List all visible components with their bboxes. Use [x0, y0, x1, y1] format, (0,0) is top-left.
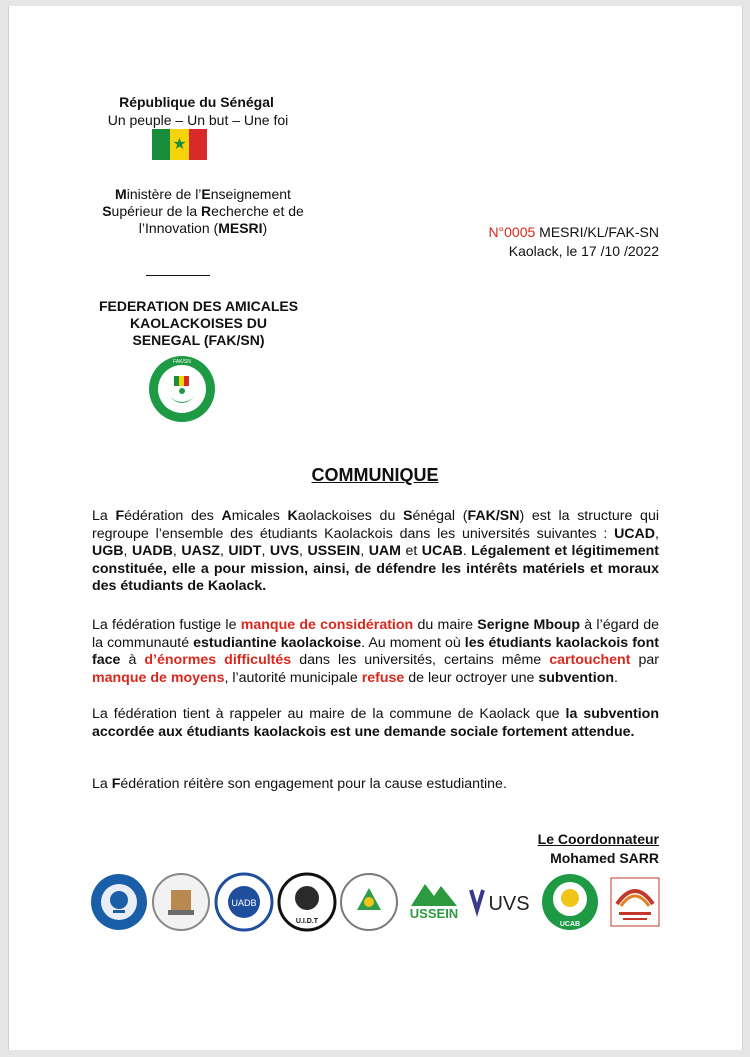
reference-block	[469, 224, 659, 260]
text-run: la subvention accordée aux étudiants kaolackois est une demande sociale fortement attendue.	[92, 706, 659, 740]
text-run: FAK/SN	[467, 508, 520, 524]
text-run: manque de moyens	[92, 669, 225, 686]
uadb-logo-label: UADB	[231, 898, 257, 908]
federation-line: KAOLACKOISES DU	[130, 315, 267, 331]
text-run: refuse	[361, 669, 405, 686]
signature-block	[459, 831, 659, 867]
signature-role: Le Coordonnateur	[537, 831, 659, 847]
text-run: USSEIN	[307, 543, 361, 560]
fak-logo-label: FAK/SN	[173, 359, 191, 365]
text-run: et	[401, 543, 422, 560]
republic-heading: République du Sénégal	[119, 94, 274, 110]
text-run: subvention	[538, 669, 615, 686]
text-run: du maire	[413, 617, 478, 633]
federation-line: FEDERATION DES AMICALES	[98, 298, 299, 314]
ministry-line	[83, 220, 323, 237]
text-run: édération des	[124, 508, 222, 524]
text-run: l’Innovation (	[138, 220, 219, 236]
text-run: UCAD	[614, 525, 656, 542]
text-run: ,	[123, 543, 132, 560]
paragraph-commitment	[92, 776, 659, 794]
paragraph-intro	[92, 508, 659, 596]
reference-number: N°0005 MESRI/KL/FAK-SN	[488, 224, 659, 240]
federation-name	[91, 298, 306, 349]
text-run: à l’égard de la communauté	[92, 617, 660, 651]
text-run: .	[462, 543, 472, 560]
text-run: dans les universités, certains même	[291, 652, 550, 669]
text-run: La	[92, 508, 116, 524]
place-date: Kaolack, le 17 /10 /2022	[508, 243, 659, 259]
text-run: S	[403, 508, 413, 524]
text-run: ,	[299, 543, 308, 560]
text-run: R	[201, 203, 212, 219]
ministry-block	[83, 186, 323, 237]
text-run: S	[102, 203, 112, 219]
text-run: manque de considération	[240, 617, 414, 633]
fak-logo-icon	[147, 354, 217, 424]
signature-name: Mohamed SARR	[550, 850, 659, 866]
uasz-logo-icon	[339, 872, 399, 932]
text-run: UVS	[269, 543, 300, 560]
text-run: E	[201, 186, 211, 202]
text-run: nseignement	[210, 186, 291, 202]
ucab-logo-label: UCAB	[559, 921, 581, 928]
text-run: F	[111, 776, 121, 792]
text-run: Légalement et légitimement constituée, elle a pour mission, ainsi, de défendre les intérêts matériels et moraux des étudiants de Kaolack.	[92, 543, 660, 595]
ugb-logo-icon	[151, 872, 211, 932]
text-run: par	[630, 652, 659, 669]
text-run: )	[262, 220, 268, 236]
uvs-logo-icon	[467, 872, 537, 932]
ucad-logo-icon	[89, 872, 149, 932]
ussein-logo-label: USSEIN	[409, 906, 459, 921]
text-run: , l’autorité municipale	[224, 669, 362, 686]
text-run: UCAB	[421, 543, 463, 560]
national-motto: Un peuple – Un but – Une foi	[107, 112, 289, 128]
text-run: à	[120, 652, 145, 669]
uam-logo-icon	[605, 872, 665, 932]
ministry-line	[83, 203, 323, 220]
ucab-logo-icon	[540, 872, 600, 932]
text-run: énégal (	[412, 508, 468, 524]
text-run: M	[115, 186, 127, 202]
separator-line	[146, 275, 210, 276]
uvs-logo-label: UVS	[488, 893, 530, 915]
paragraph-criticism	[92, 617, 659, 687]
text-run: ,	[172, 543, 182, 560]
text-run: K	[287, 508, 298, 524]
federation-line: SENEGAL (FAK/SN)	[132, 332, 265, 348]
paragraph-reminder	[92, 706, 659, 741]
text-run: La fédération fustige le	[92, 617, 241, 633]
ussein-logo-icon	[401, 872, 467, 932]
text-run: Serigne Mboup	[477, 617, 581, 633]
text-run: UGB	[92, 543, 124, 560]
text-run: UIDT	[228, 543, 262, 560]
text-run: UAM	[368, 543, 401, 560]
text-run: UADB	[131, 543, 173, 560]
text-run: inistère de l’	[126, 186, 202, 202]
text-run: MESRI	[218, 220, 263, 236]
text-run: les étudiants kaolackois font face	[92, 634, 659, 669]
text-run: A	[221, 508, 232, 524]
text-run: La fédération tient à rappeler au maire de la commune de Kaolack que	[92, 706, 566, 722]
document-page	[8, 6, 743, 1050]
text-run: F	[115, 508, 125, 524]
text-run: echerche et de	[211, 203, 304, 219]
text-run: ,	[261, 543, 270, 560]
text-run: upérieur de la	[111, 203, 202, 219]
uadb-logo-icon	[214, 872, 274, 932]
text-run: .	[614, 669, 618, 686]
text-run: d’énormes difficultés	[144, 652, 292, 669]
text-run: micales	[231, 508, 288, 524]
text-run: UASZ	[181, 543, 220, 560]
text-run: ) est la structure qui regroupe l’ensemble des étudiants Kaolackois dans les universités suivantes :	[92, 508, 659, 542]
text-run: . Au moment où	[361, 634, 465, 651]
uidt-logo-label: U.I.D.T	[295, 918, 319, 925]
text-run: La	[92, 776, 112, 792]
communique-title: COMMUNIQUE	[311, 465, 439, 485]
senegal-flag-icon: ★	[152, 129, 207, 160]
text-run: aolackoises du	[297, 508, 404, 524]
text-run: ,	[219, 543, 229, 560]
text-run: de leur octroyer une	[404, 669, 539, 686]
text-run: estudiantine kaolackoise	[193, 634, 362, 651]
uidt-logo-icon	[277, 872, 337, 932]
text-run: cartouchent	[549, 652, 631, 669]
ministry-line	[83, 186, 323, 203]
text-run: ,	[360, 543, 369, 560]
text-run: édération réitère son engagement pour la cause estudiantine.	[120, 776, 507, 792]
text-run: ,	[655, 525, 659, 542]
